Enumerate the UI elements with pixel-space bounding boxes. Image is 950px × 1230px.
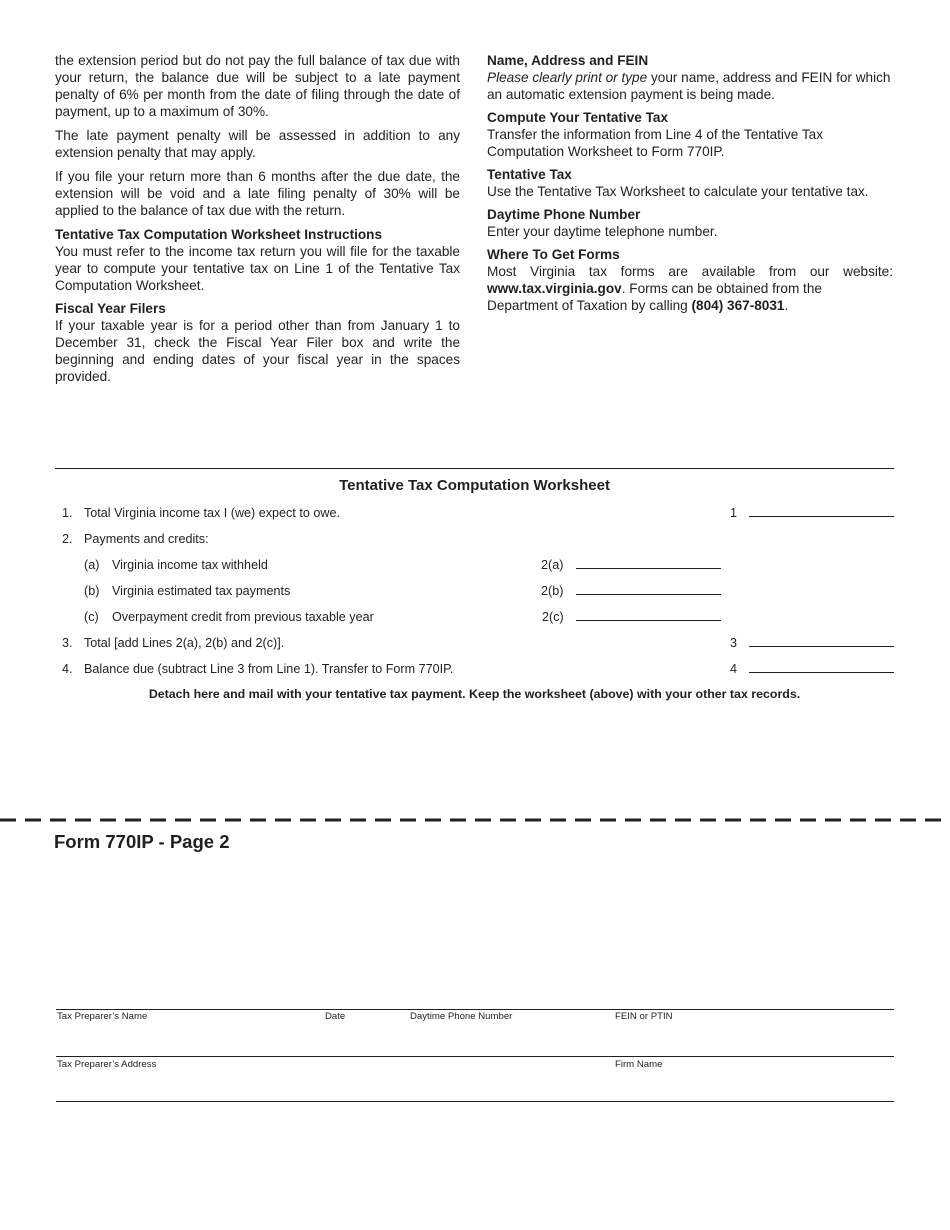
worksheet-title: Tentative Tax Computation Worksheet xyxy=(339,477,610,494)
worksheet-top-rule xyxy=(55,468,894,469)
worksheet-line2b-letter: (b) xyxy=(84,584,100,598)
preparer-name-label: Tax Preparer’s Name xyxy=(57,1011,148,1022)
worksheet-line2b-ref: 2(b) xyxy=(541,584,564,598)
late-payment-penalty-note: The late payment penalty will be assessed in addition to any extension penalty that may apply. xyxy=(55,128,460,160)
worksheet-line2-number: 2. xyxy=(62,532,73,546)
worksheet-line1-ref: 1 xyxy=(730,506,738,520)
worksheet-line2a-ref: 2(a) xyxy=(541,558,564,572)
preparer-rule-1 xyxy=(56,1009,894,1010)
tentative-tax-text: Use the Tentative Tax Worksheet to calculate your tentative tax. xyxy=(487,184,869,199)
worksheet-line2c-letter: (c) xyxy=(84,610,99,624)
fiscal-year-heading: Fiscal Year Filers xyxy=(55,301,166,316)
where-to-get-forms-heading: Where To Get Forms xyxy=(487,247,620,262)
compute-tentative-tax-text: Transfer the information from Line 4 of the Tentative Tax Computation Worksheet to Form 770IP. xyxy=(487,127,823,159)
daytime-phone-text: Enter your daytime telephone number. xyxy=(487,224,718,239)
worksheet-line2c-text: Overpayment credit from previous taxable year xyxy=(112,610,374,624)
firm-name-label: Firm Name xyxy=(615,1059,663,1070)
compute-tentative-tax-heading: Compute Your Tentative Tax xyxy=(487,110,669,125)
worksheet-line2a-field[interactable] xyxy=(576,568,721,569)
worksheet-line1-field[interactable] xyxy=(749,516,894,517)
where-to-get-forms-middle: . Forms can be obtained from the Department of Taxation by calling xyxy=(487,281,822,313)
website-link[interactable]: www.tax.virginia.gov xyxy=(487,281,622,296)
detach-instructions: Detach here and mail with your tentative tax payment. Keep the worksheet (above) with your other tax records. xyxy=(148,687,801,701)
left-instructions-column xyxy=(55,52,460,391)
worksheet-line3-field[interactable] xyxy=(749,646,894,647)
worksheet-instructions-heading: Tentative Tax Computation Worksheet Instructions xyxy=(55,227,383,242)
worksheet-line2c-ref: 2(c) xyxy=(542,610,564,624)
worksheet-line2a-letter: (a) xyxy=(84,558,100,572)
preparer-rule-2 xyxy=(56,1056,894,1057)
worksheet-line4-number: 4. xyxy=(62,662,73,676)
preparer-fein-label: FEIN or PTIN xyxy=(615,1011,673,1022)
worksheet-line3-text: Total [add Lines 2(a), 2(b) and 2(c)]. xyxy=(84,636,285,650)
name-address-fein-text xyxy=(487,69,893,103)
worksheet-line2c-field[interactable] xyxy=(576,620,721,621)
name-address-fein-italic: Please clearly print or type xyxy=(487,70,648,85)
fiscal-year-text: If your taxable year is for a period other than from January 1 to December 31, check the Fiscal Year Filer box and write the beginning and ending dates of your fiscal year in the spaces provided. xyxy=(55,318,460,384)
where-to-get-forms-end: . xyxy=(784,298,789,313)
worksheet-line2-text: Payments and credits: xyxy=(84,532,209,546)
right-instructions-column xyxy=(487,52,893,320)
worksheet-line1-text: Total Virginia income tax I (we) expect to owe. xyxy=(84,506,340,520)
worksheet-line4-field[interactable] xyxy=(749,672,894,673)
worksheet-line1-number: 1. xyxy=(62,506,73,520)
preparer-phone-label: Daytime Phone Number xyxy=(410,1011,513,1022)
daytime-phone-heading: Daytime Phone Number xyxy=(487,207,641,222)
name-address-fein-rest: your name, address and FEIN for which an automatic extension payment is being made. xyxy=(487,70,891,102)
worksheet-line2b-field[interactable] xyxy=(576,594,721,595)
where-to-get-forms-text xyxy=(487,280,893,314)
late-payment-paragraph: the extension period but do not pay the full balance of tax due with your return, the balance due will be subject to a late payment penalty of 6% per month from the date of filing through the date of payment, up to a maximum of 30%. xyxy=(55,53,460,119)
page-title: Form 770IP - Page 2 xyxy=(54,831,230,852)
worksheet-line4-ref: 4 xyxy=(730,662,738,676)
preparer-date-label: Date xyxy=(325,1011,346,1022)
worksheet-instructions-text: You must refer to the income tax return you will file for the taxable year to compute your tentative tax on Line 1 of the Tentative Tax Computation Worksheet. xyxy=(55,244,460,293)
department-phone: (804) 367-8031 xyxy=(691,298,785,313)
preparer-address-label: Tax Preparer’s Address xyxy=(57,1059,157,1070)
worksheet-line4-text: Balance due (subtract Line 3 from Line 1). Transfer to Form 770IP. xyxy=(84,662,454,676)
detach-dashed-line xyxy=(0,818,950,822)
late-filing-paragraph: If you file your return more than 6 months after the due date, the extension will be void and a late filing penalty of 30% will be applied to the balance of tax due with the return. xyxy=(55,169,460,218)
preparer-rule-3 xyxy=(56,1101,894,1102)
worksheet-line2a-text: Virginia income tax withheld xyxy=(112,558,268,572)
worksheet-line3-number: 3. xyxy=(62,636,73,650)
where-to-get-forms-line1: Most Virginia tax forms are available from our website: xyxy=(487,264,893,279)
tentative-tax-heading: Tentative Tax xyxy=(487,167,572,182)
name-address-fein-heading: Name, Address and FEIN xyxy=(487,53,649,68)
worksheet-line3-ref: 3 xyxy=(730,636,738,650)
worksheet-line2b-text: Virginia estimated tax payments xyxy=(112,584,291,598)
